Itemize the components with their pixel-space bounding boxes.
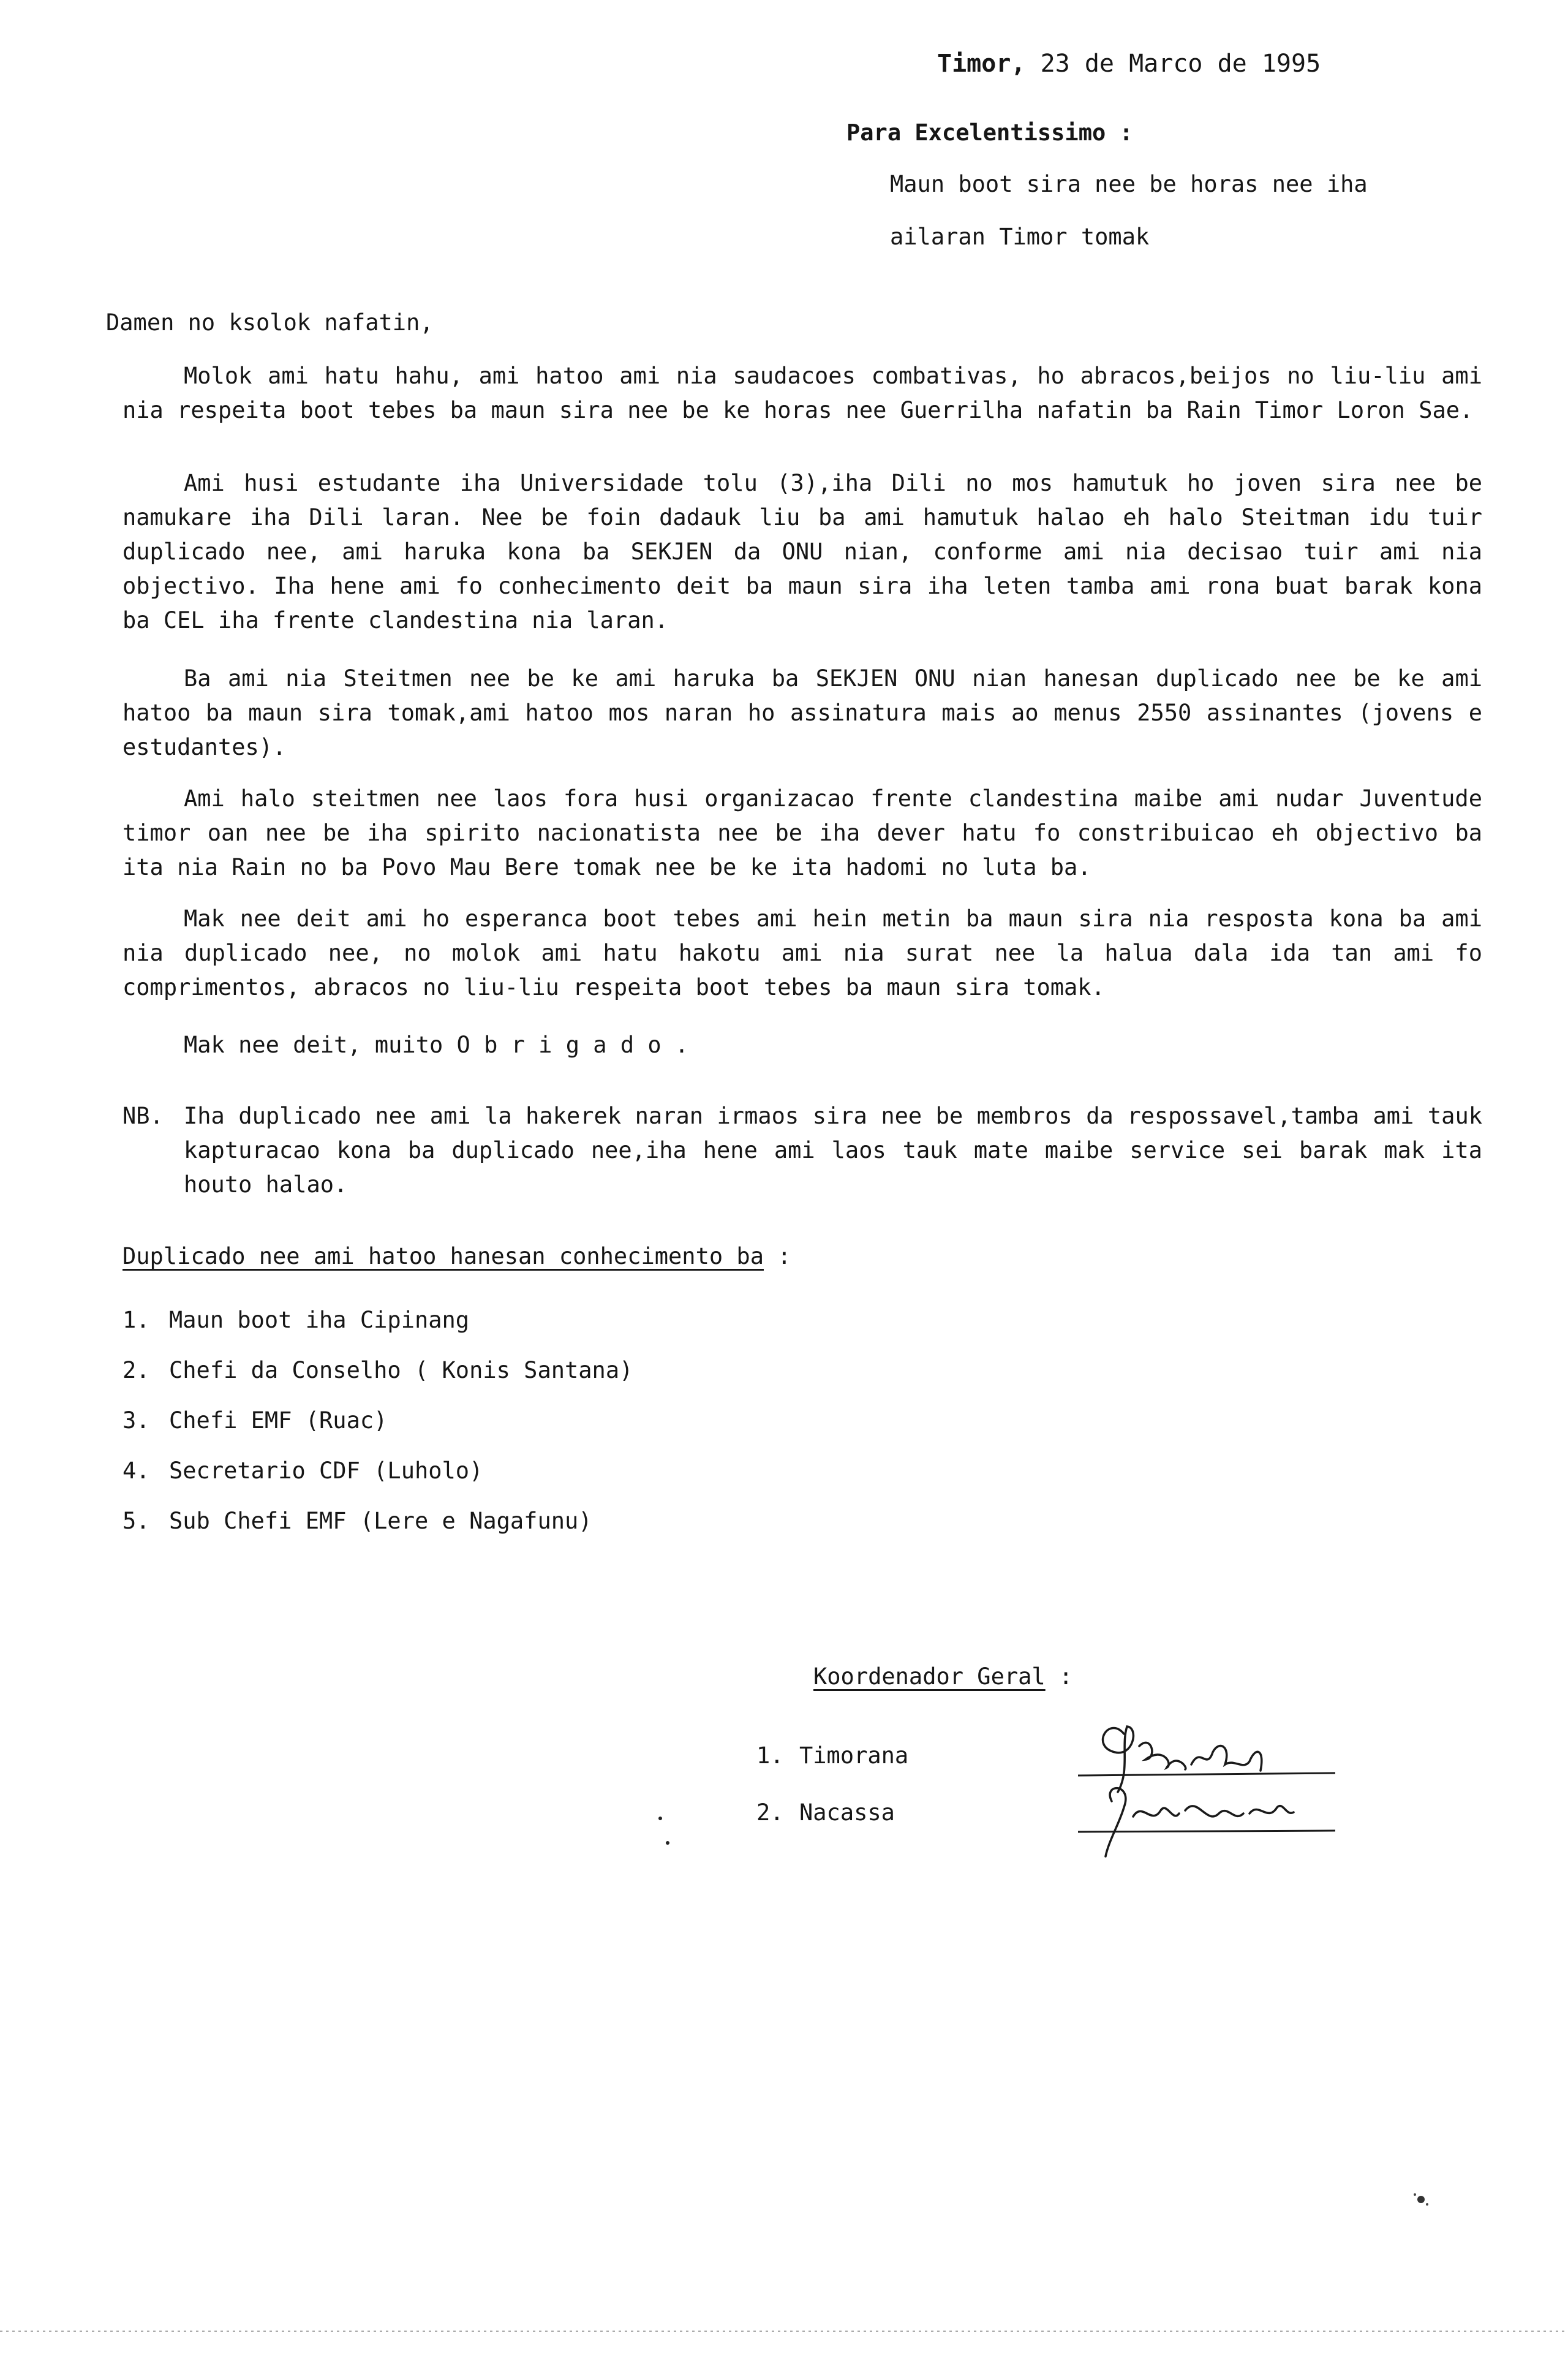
list-item-number: 5. xyxy=(123,1508,150,1534)
nb-label: NB. xyxy=(123,1103,164,1129)
coordinator-title xyxy=(813,1665,1072,1688)
list-item-number: 3. xyxy=(123,1407,150,1434)
signature-scrawl-2 xyxy=(1106,1788,1294,1856)
list-item xyxy=(123,1510,592,1532)
signature-scrawl-1 xyxy=(1103,1726,1262,1792)
letter-date: 23 de Marco de 1995 xyxy=(1040,50,1321,78)
list-item-label: Sub Chefi EMF (Lere e Nagafunu) xyxy=(169,1508,592,1534)
copies-heading-text: Duplicado nee ami hatoo hanesan conhecimento ba xyxy=(123,1243,764,1269)
coordinator-number: 2. xyxy=(756,1799,784,1826)
list-item-label: Chefi EMF (Ruac) xyxy=(169,1407,388,1434)
addressee-heading: Para Excelentissimo : xyxy=(846,119,1133,146)
handwritten-signature xyxy=(1066,1709,1348,1869)
list-item xyxy=(123,1309,469,1331)
list-item-label: Maun boot iha Cipinang xyxy=(169,1307,470,1333)
list-item xyxy=(123,1359,633,1382)
scan-speck xyxy=(1403,2181,1439,2218)
body-paragraph-2: Ami husi estudante iha Universidade tolu (3),iha Dili no mos hamutuk ho joven sira nee be namukare iha Dili laran. Nee be foin dadauk liu ba ami hamutuk halao eh halo Steitman idu tuir duplicado nee, ami haruka kona ba SEKJEN da ONU nian, conforme ami nia decisao tuir ami nia objectivo. Iha hene ami fo conhecimento deit ba maun sira iha leten tamba ami rona buat barak kona ba CEL iha frente clandestina nia laran. xyxy=(123,470,1482,633)
copies-heading xyxy=(123,1245,791,1268)
scan-speck xyxy=(655,1813,674,1850)
coordinator-name: Timorana xyxy=(799,1742,909,1769)
list-item-label: Chefi da Conselho ( Konis Santana) xyxy=(169,1357,633,1383)
addressee-line-2: ailaran Timor tomak xyxy=(890,224,1150,250)
coordinator-name: Nacassa xyxy=(799,1799,895,1826)
copies-heading-colon: : xyxy=(777,1243,791,1269)
body-paragraph-5: Mak nee deit ami ho esperanca boot tebes ami hein metin ba maun sira nia resposta kona ba ami nia duplicado nee, no molok ami hatu hakotu ami nia surat nee la halua dala ida tan ami fo comprimentos, abracos no liu-liu respeita boot tebes ba maun sira tomak. xyxy=(123,906,1482,1000)
signature-line-2 xyxy=(1078,1831,1335,1832)
body-paragraph-1: Molok ami hatu hahu, ami hatoo ami nia saudacoes combativas, ho abracos,beijos no liu-liu ami nia respeita boot tebes ba maun sira nee be ke horas nee Guerrilha nafatin ba Rain Timor Loron Sae. xyxy=(123,363,1482,423)
date-line xyxy=(937,51,1321,76)
scan-edge-line xyxy=(0,2325,1568,2337)
coordinator-1 xyxy=(756,1744,908,1767)
list-item xyxy=(123,1409,387,1432)
nb-note xyxy=(123,1099,1482,1202)
closing-thanks: Mak nee deit, muito O b r i g a d o . xyxy=(184,1032,689,1058)
place-name: Timor, xyxy=(937,50,1026,78)
list-item-number: 1. xyxy=(123,1307,150,1333)
coordinator-title-text: Koordenador Geral xyxy=(813,1663,1046,1690)
coordinator-2 xyxy=(756,1801,895,1824)
list-item xyxy=(123,1459,483,1482)
signature-line-1 xyxy=(1078,1773,1335,1775)
list-item-number: 4. xyxy=(123,1458,150,1484)
list-item-number: 2. xyxy=(123,1357,150,1383)
list-item-label: Secretario CDF (Luholo) xyxy=(169,1458,483,1484)
coordinator-title-colon: : xyxy=(1058,1663,1073,1690)
salutation: Damen no ksolok nafatin, xyxy=(106,309,434,336)
body-paragraph-4: Ami halo steitmen nee laos fora husi organizacao frente clandestina maibe ami nudar Juventude timor oan nee be iha spirito nacionatista nee be iha dever hatu fo constribuicao eh objectivo ba ita nia Rain no ba Povo Mau Bere tomak nee be ke ita hadomi no luta ba. xyxy=(123,785,1482,880)
body-paragraph-3: Ba ami nia Steitmen nee be ke ami haruka ba SEKJEN ONU nian hanesan duplicado nee be ke ami hatoo ba maun sira tomak,ami hatoo mos naran ho assinatura mais ao menus 2550 assinantes (jovens e estudantes). xyxy=(123,665,1482,760)
coordinator-number: 1. xyxy=(756,1742,784,1769)
addressee-line-1: Maun boot sira nee be horas nee iha xyxy=(890,171,1368,197)
nb-text: Iha duplicado nee ami la hakerek naran irmaos sira nee be membros da respossavel,tamba ami tauk kapturacao kona ba duplicado nee,iha hene ami laos tauk mate maibe service sei barak mak ita houto halao. xyxy=(184,1103,1482,1198)
